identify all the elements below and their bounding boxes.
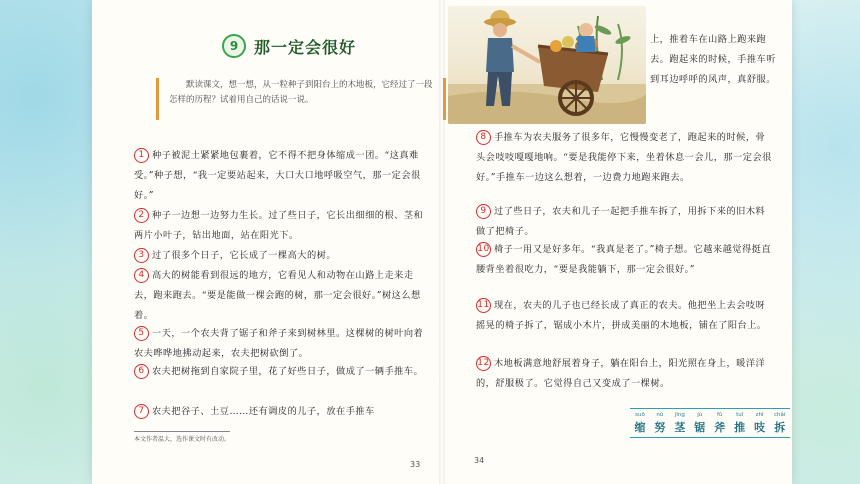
vocab-pinyin: nǔ bbox=[656, 411, 664, 418]
paragraph-7 bbox=[134, 402, 424, 422]
vocab-pinyin: suō bbox=[635, 411, 645, 418]
vocab-pinyin: jīng bbox=[674, 411, 685, 418]
vocab-item bbox=[654, 412, 665, 435]
illustration-drawing bbox=[448, 6, 646, 124]
vocab-hanzi: 斧 bbox=[714, 420, 726, 434]
paragraph-text: 过了些日子，农夫和儿子一起把手推车拆了，用拆下来的旧木料做了把椅子。 bbox=[476, 206, 766, 237]
paragraph-number: 6 bbox=[134, 364, 149, 379]
paragraph-number: 1 bbox=[134, 148, 149, 163]
footnote-divider bbox=[134, 431, 230, 432]
paragraph-text: 种子被泥土紧紧地包裹着，它不得不把身体缩成一团。“这真难受。”种子想，“我一定要站起来，大口大口地呼吸空气，那一定会很好。” bbox=[134, 150, 421, 201]
paragraph-number: 9 bbox=[476, 204, 491, 219]
vocab-pinyin: zhī bbox=[755, 411, 764, 418]
paragraph-12 bbox=[476, 354, 774, 394]
paragraph-text: 农夫把树拖到自家院子里，花了好些日子，做成了一辆手推车。 bbox=[152, 366, 424, 377]
left-page bbox=[92, 0, 440, 484]
vocab-hanzi: 缩 bbox=[634, 420, 646, 434]
vocab-item bbox=[694, 412, 705, 435]
paragraph-number: 3 bbox=[134, 248, 149, 263]
vocab-pinyin: fǔ bbox=[717, 411, 723, 418]
vocab-hanzi: 锯 bbox=[694, 420, 706, 434]
footnote: 本文作者温大，选作课文时有改动。 bbox=[134, 436, 231, 443]
vocab-pinyin: chāi bbox=[774, 411, 786, 418]
vocab-item bbox=[734, 412, 745, 435]
paragraph-number: 10 bbox=[476, 242, 491, 257]
vocab-pinyin: tuī bbox=[736, 411, 744, 418]
vocab-item bbox=[714, 412, 725, 435]
paragraph-number: 8 bbox=[476, 130, 491, 145]
paragraph-number: 11 bbox=[476, 298, 491, 313]
paragraph-number: 4 bbox=[134, 268, 149, 283]
paragraph-3 bbox=[134, 246, 424, 266]
vocab-item bbox=[754, 412, 765, 435]
paragraph-text: 椅子一用又是好多年。“我真是老了。”椅子想。它越来越觉得挺直腰背坐着很吃力，“要是我能躺下，那一定会很好。” bbox=[476, 244, 772, 275]
farmer-cart-illustration bbox=[448, 6, 646, 124]
page-number-right: 34 bbox=[474, 456, 485, 465]
paragraph-4 bbox=[134, 266, 424, 326]
paragraph-6 bbox=[134, 362, 424, 382]
vocab-pinyin: jù bbox=[697, 411, 703, 418]
lesson-title: 那一定会很好 bbox=[254, 37, 357, 57]
reading-guide: 默读课文，想一想，从一粒种子到阳台上的木地板，它经过了一段怎样的历程？试着用自己的话说一说。 bbox=[156, 78, 446, 120]
page-number-left: 33 bbox=[410, 460, 421, 469]
lesson-number-badge: 9 bbox=[222, 34, 246, 58]
illustration-side-text: 上，推着车在山路上跑来跑去。跑起来的时候，手推车听到耳边呼呼的风声，真舒服。 bbox=[650, 34, 776, 85]
vocabulary-strip bbox=[630, 408, 790, 438]
background-watercolor-right bbox=[790, 0, 860, 484]
paragraph-text: 种子一边想一边努力生长。过了些日子，它长出细细的根、茎和两片小叶子，钻出地面，站在阳光下。 bbox=[134, 210, 424, 241]
paragraph-text: 过了很多个日子，它长成了一棵高大的树。 bbox=[152, 250, 337, 261]
right-page bbox=[444, 0, 792, 484]
vocab-item bbox=[774, 412, 785, 435]
lesson-header bbox=[222, 34, 356, 58]
paragraph-text: 手推车为农夫服务了很多年，它慢慢变老了，跑起来的时候，骨头会吱吱嘎嘎地响。“要是我能停下来，坐着休息一会儿，那一定会很好。”手推车一边这么想着，一边费力地跑来跑去。 bbox=[476, 132, 772, 183]
vocab-hanzi: 推 bbox=[734, 420, 746, 434]
paragraph-8 bbox=[476, 128, 774, 188]
paragraph-1 bbox=[134, 146, 424, 206]
paragraph-number: 7 bbox=[134, 404, 149, 419]
vocab-hanzi: 努 bbox=[654, 420, 666, 434]
vocab-hanzi: 拆 bbox=[774, 420, 786, 434]
paragraph-11 bbox=[476, 296, 774, 336]
paragraph-text: 农夫把谷子、土豆……还有调皮的儿子，放在手推车 bbox=[152, 406, 375, 417]
paragraph-text: 一天，一个农夫背了锯子和斧子来到树林里。这棵树的树叶向着农夫哗哗地拂动起来，农夫把树砍倒了。 bbox=[134, 328, 424, 359]
paragraph-2 bbox=[134, 206, 424, 246]
vocab-hanzi: 茎 bbox=[674, 420, 686, 434]
vocab-hanzi: 吱 bbox=[754, 420, 766, 434]
paragraph-text: 高大的树能看到很远的地方，它看见人和动物在山路上走来走去，跑来跑去。“要是能做一棵会跑的树，那一定会很好。”树这么想着。 bbox=[134, 270, 421, 321]
paragraph-number: 12 bbox=[476, 356, 491, 371]
paragraph-number: 2 bbox=[134, 208, 149, 223]
vocab-item bbox=[674, 412, 685, 435]
paragraph-text: 现在，农夫的儿子也已经长成了真正的农夫。他把坐上去会吱呀摇晃的椅子拆了，锯成小木片，拼成美丽的木地板，铺在了阳台上。 bbox=[476, 300, 767, 331]
textbook-spread bbox=[92, 0, 792, 484]
paragraph-9 bbox=[476, 202, 774, 242]
paragraph-text: 木地板满意地舒展着身子，躺在阳台上，阳光照在身上，暖洋洋的，舒服极了。它觉得自己又变成了一棵树。 bbox=[476, 358, 766, 389]
paragraph-number: 5 bbox=[134, 326, 149, 341]
paragraph-10 bbox=[476, 240, 774, 280]
paragraph-5 bbox=[134, 324, 424, 364]
vocab-item bbox=[634, 412, 645, 435]
